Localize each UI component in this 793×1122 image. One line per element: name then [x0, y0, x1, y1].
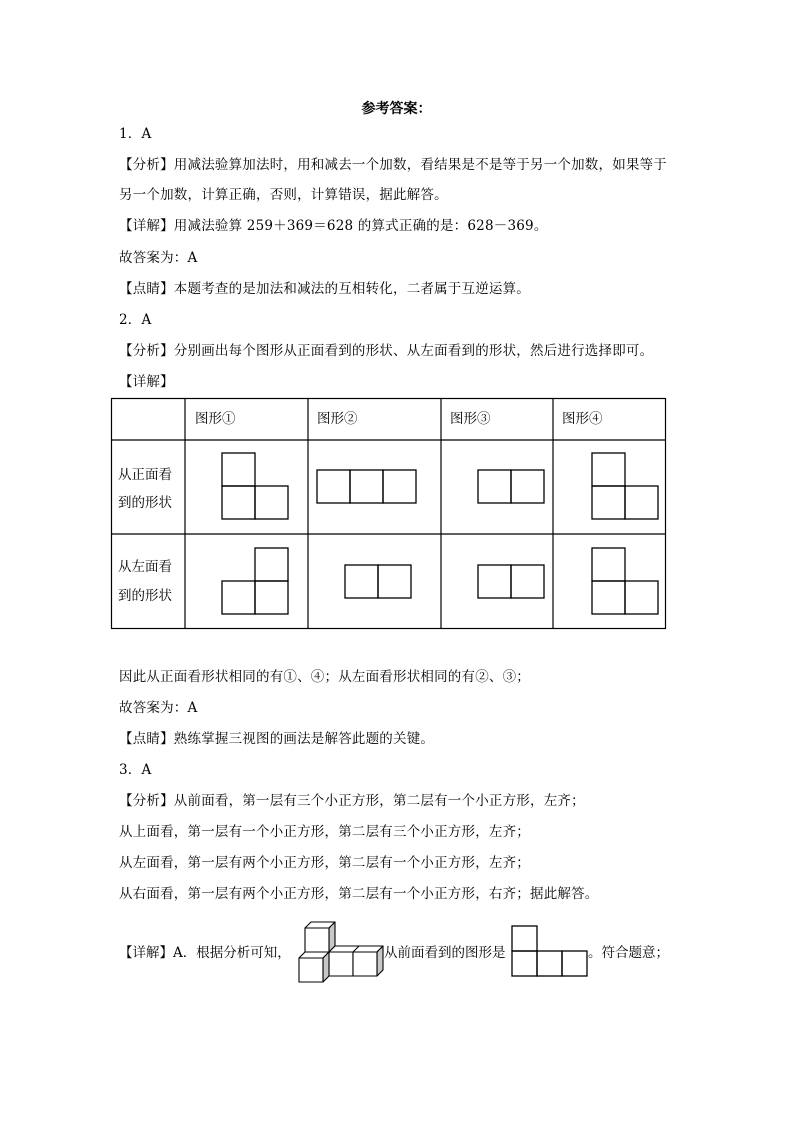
header-figure-3: 图形③: [450, 411, 491, 427]
q1-comment: 【点睛】本题考查的是加法和减法的互相转化，二者属于互逆运算。: [119, 281, 530, 297]
q1-answer: 故答案为：A: [119, 250, 198, 266]
q2-number: 2．A: [119, 312, 152, 328]
q3-detail-part3: 。符合题意；: [588, 945, 669, 961]
q2-analysis: 【分析】分别画出每个图形从正面看到的形状、从左面看到的形状，然后进行选择即可。: [119, 343, 654, 359]
q3-analysis-2: 从上面看，第一层有一个小正方形，第二层有三个小正方形，左齐；: [119, 824, 530, 840]
header-figure-1: 图形①: [195, 411, 236, 427]
fig1-left-view: [222, 548, 292, 618]
q2-detail-label: 【详解】: [119, 374, 174, 390]
fig3-front-view: [478, 470, 548, 510]
header-figure-2: 图形②: [317, 411, 358, 427]
q3-number: 3．A: [119, 762, 152, 778]
q2-comment: 【点睛】熟练掌握三视图的画法是解答此题的关键。: [119, 731, 435, 747]
q3-front-view-answer: [512, 926, 592, 982]
q2-answer: 故答案为：A: [119, 700, 198, 716]
q3-analysis-1: 【分析】从前面看，第一层有三个小正方形，第二层有一个小正方形，左齐；: [119, 793, 585, 809]
cube-stack-figure: [297, 920, 387, 982]
q3-detail-part2: 从前面看到的图形是: [384, 945, 506, 961]
fig2-left-view: [345, 565, 415, 605]
row-label-left-2: 到的形状: [118, 588, 172, 604]
q3-analysis-3: 从左面看，第一层有两个小正方形，第二层有一个小正方形，左齐；: [119, 855, 530, 871]
row-label-front-2: 到的形状: [118, 495, 172, 511]
q3-analysis-4: 从右面看，第一层有两个小正方形，第二层有一个小正方形，右齐；据此解答。: [119, 886, 599, 902]
row-label-left-1: 从左面看: [118, 559, 172, 575]
fig4-front-view: [592, 453, 662, 523]
q1-analysis: 【分析】用减法验算加法时，用和减去一个加数，看结果是不是等于另一个加数，如果等于: [119, 157, 667, 173]
page-title: 参考答案：: [361, 101, 432, 117]
fig2-front-view: [317, 470, 417, 510]
q2-conclusion: 因此从正面看形状相同的有①、④；从左面看形状相同的有②、③；: [119, 669, 530, 685]
fig1-front-view: [222, 453, 292, 523]
fig3-left-view: [478, 565, 548, 605]
q3-detail-part1: 【详解】A．根据分析可知，: [119, 945, 291, 961]
row-label-front-1: 从正面看: [118, 467, 172, 483]
header-figure-4: 图形④: [562, 411, 603, 427]
q1-detail: 【详解】用减法验算 259＋369＝628 的算式正确的是：628－369。: [119, 218, 548, 234]
q1-analysis-cont: 另一个加数，计算正确，否则，计算错误，据此解答。: [119, 187, 448, 203]
q1-number: 1．A: [119, 126, 152, 142]
fig4-left-view: [592, 548, 662, 618]
